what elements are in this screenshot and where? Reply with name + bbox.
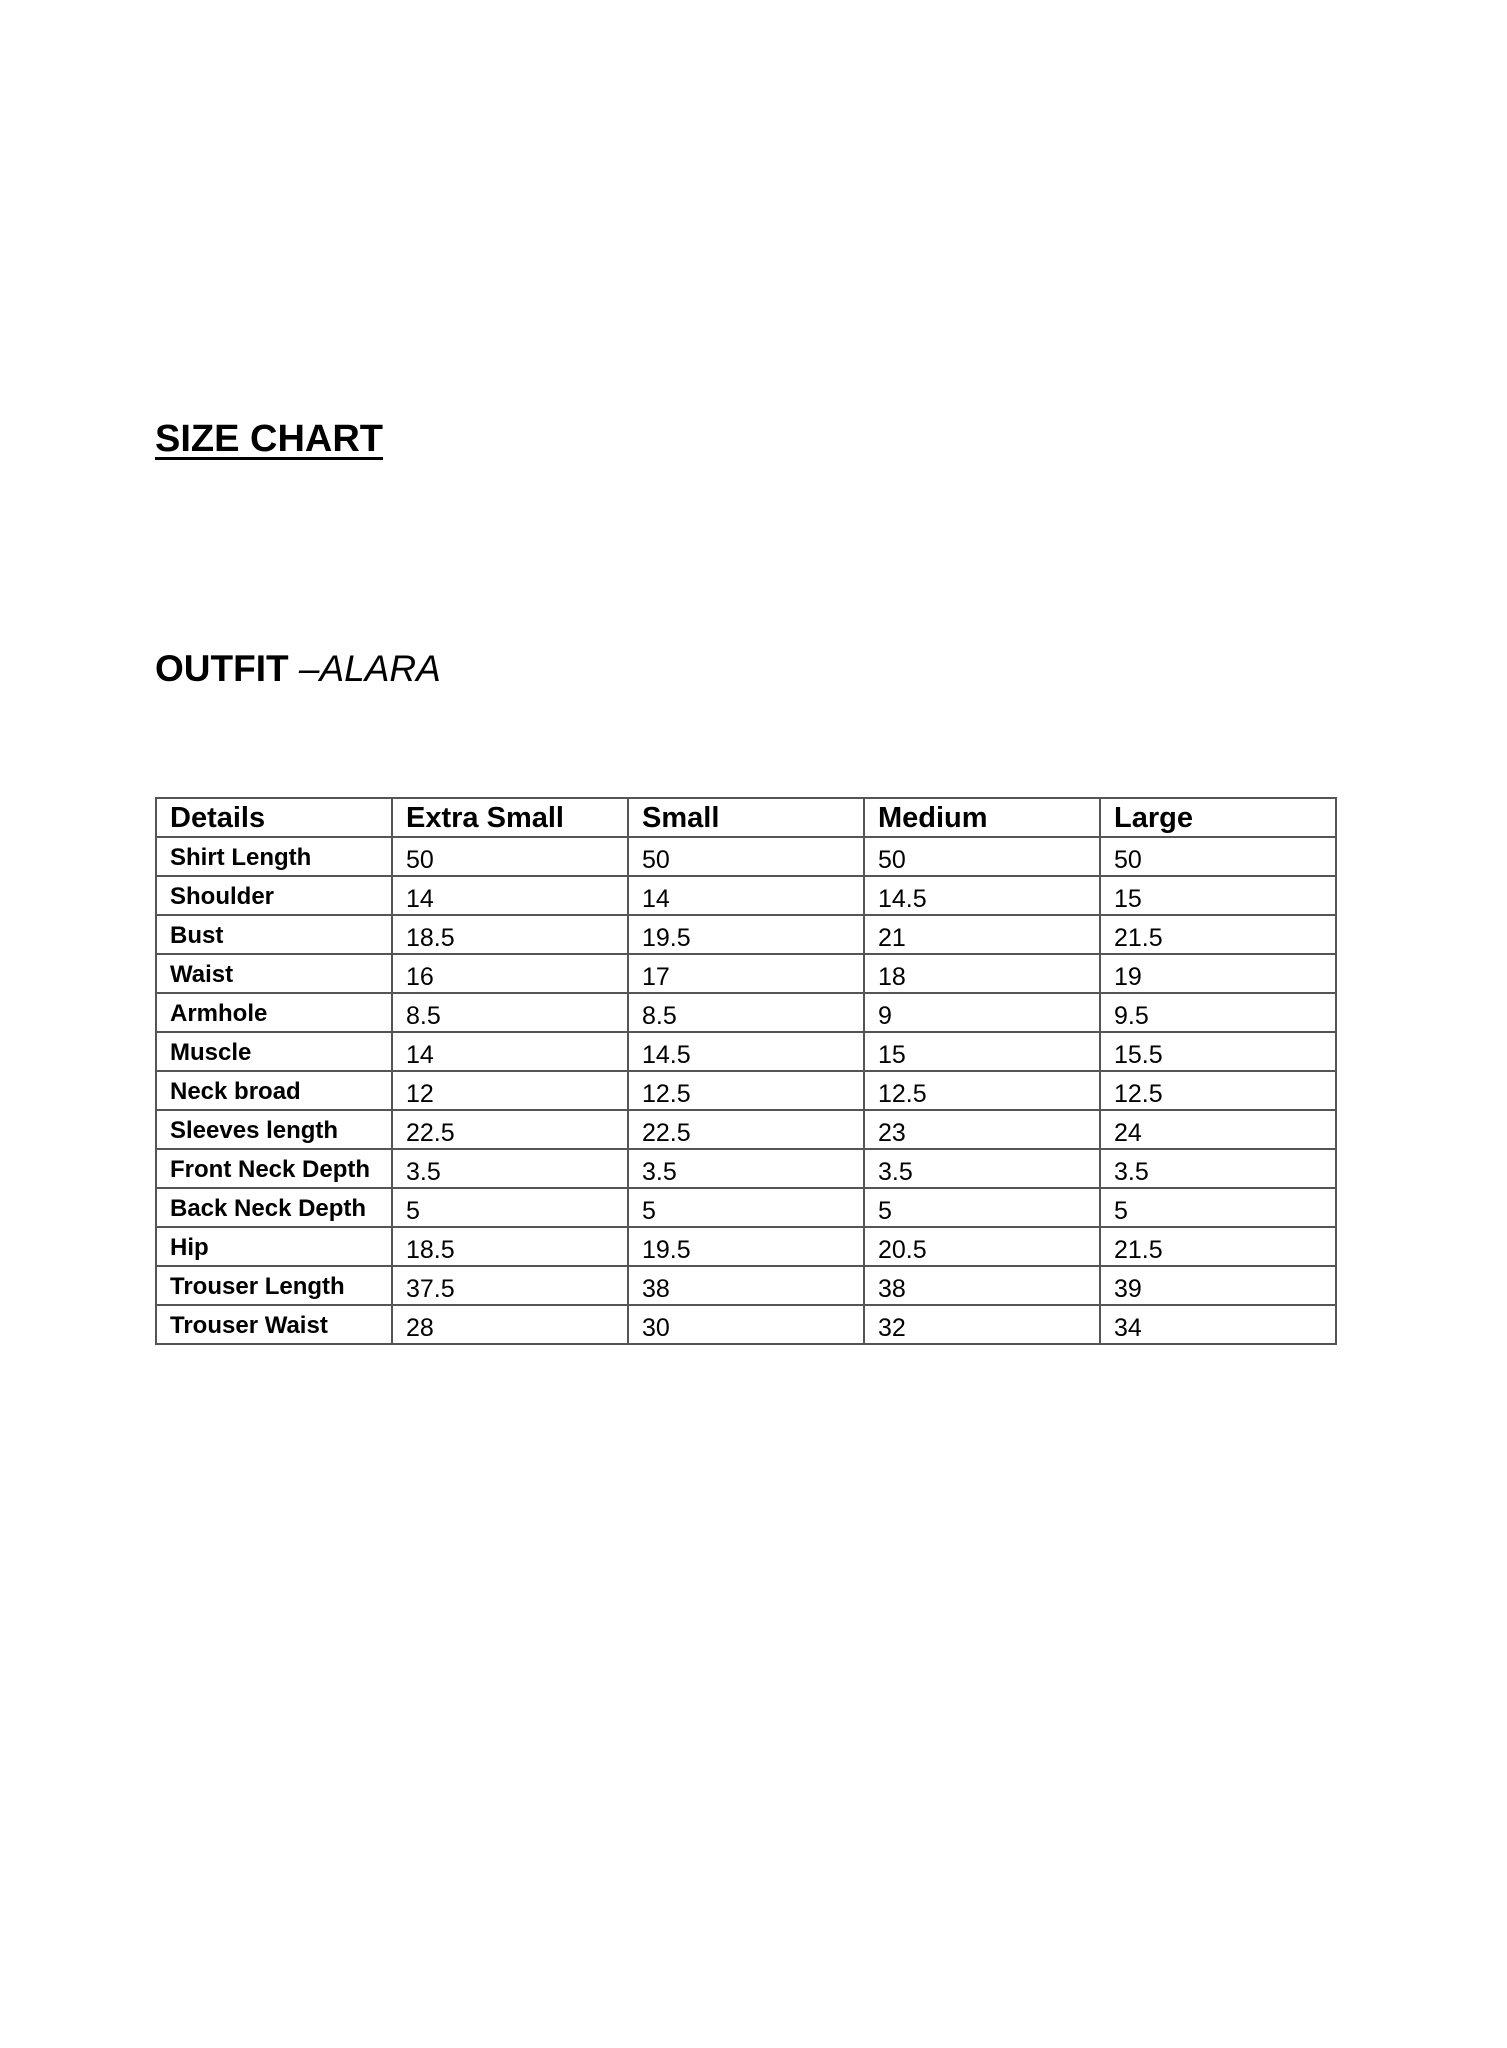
table-cell: 17 (628, 954, 864, 993)
outfit-label: OUTFIT (155, 648, 299, 689)
table-cell: 50 (864, 837, 1100, 876)
column-header-details: Details (156, 798, 392, 837)
table-row (156, 1149, 1336, 1188)
table-cell: 3.5 (628, 1149, 864, 1188)
table-cell: 34 (1100, 1305, 1336, 1344)
table-cell: 12.5 (628, 1071, 864, 1110)
table-cell: 38 (864, 1266, 1100, 1305)
table-row (156, 1071, 1336, 1110)
table-cell: 21.5 (1100, 915, 1336, 954)
table-row (156, 1227, 1336, 1266)
table-cell: 3.5 (392, 1149, 628, 1188)
column-header-medium: Medium (864, 798, 1100, 837)
table-cell: 15 (864, 1032, 1100, 1071)
table-cell: 19.5 (628, 915, 864, 954)
table-cell: 21 (864, 915, 1100, 954)
table-cell: 12.5 (864, 1071, 1100, 1110)
row-label: Armhole (156, 993, 392, 1032)
row-label: Bust (156, 915, 392, 954)
table-cell: 14 (628, 876, 864, 915)
column-header-extra-small: Extra Small (392, 798, 628, 837)
table-cell: 20.5 (864, 1227, 1100, 1266)
table-cell: 5 (864, 1188, 1100, 1227)
table-cell: 12.5 (1100, 1071, 1336, 1110)
table-cell: 32 (864, 1305, 1100, 1344)
table-cell: 19.5 (628, 1227, 864, 1266)
table-cell: 15 (1100, 876, 1336, 915)
table-cell: 19 (1100, 954, 1336, 993)
table-cell: 50 (628, 837, 864, 876)
table-row (156, 1110, 1336, 1149)
table-cell: 18.5 (392, 1227, 628, 1266)
table-cell: 50 (392, 837, 628, 876)
row-label: Shirt Length (156, 837, 392, 876)
table-cell: 12 (392, 1071, 628, 1110)
outfit-heading (155, 648, 441, 690)
table-cell: 28 (392, 1305, 628, 1344)
table-cell: 3.5 (864, 1149, 1100, 1188)
table-row (156, 1188, 1336, 1227)
table-cell: 50 (1100, 837, 1336, 876)
table-cell: 9 (864, 993, 1100, 1032)
column-header-large: Large (1100, 798, 1336, 837)
table-cell: 5 (392, 1188, 628, 1227)
table-row (156, 876, 1336, 915)
table-cell: 18 (864, 954, 1100, 993)
table-row (156, 915, 1336, 954)
table-cell: 3.5 (1100, 1149, 1336, 1188)
table-cell: 22.5 (628, 1110, 864, 1149)
row-label: Muscle (156, 1032, 392, 1071)
size-table (155, 797, 1337, 1345)
table-cell: 5 (628, 1188, 864, 1227)
table-cell: 38 (628, 1266, 864, 1305)
table-row (156, 1266, 1336, 1305)
table-row (156, 1032, 1336, 1071)
row-label: Front Neck Depth (156, 1149, 392, 1188)
table-cell: 5 (1100, 1188, 1336, 1227)
table-cell: 39 (1100, 1266, 1336, 1305)
table-cell: 8.5 (628, 993, 864, 1032)
table-row (156, 954, 1336, 993)
outfit-name: ALARA (319, 648, 441, 689)
table-cell: 15.5 (1100, 1032, 1336, 1071)
table-cell: 14 (392, 1032, 628, 1071)
outfit-dash: – (298, 648, 320, 689)
row-label: Sleeves length (156, 1110, 392, 1149)
table-cell: 23 (864, 1110, 1100, 1149)
table-cell: 14 (392, 876, 628, 915)
row-label: Shoulder (156, 876, 392, 915)
table-body (156, 837, 1336, 1344)
table-cell: 37.5 (392, 1266, 628, 1305)
row-label: Trouser Length (156, 1266, 392, 1305)
table-cell: 24 (1100, 1110, 1336, 1149)
row-label: Back Neck Depth (156, 1188, 392, 1227)
page-title: SIZE CHART (155, 418, 383, 460)
row-label: Trouser Waist (156, 1305, 392, 1344)
table-cell: 16 (392, 954, 628, 993)
column-header-small: Small (628, 798, 864, 837)
table-cell: 21.5 (1100, 1227, 1336, 1266)
table-cell: 22.5 (392, 1110, 628, 1149)
table-cell: 9.5 (1100, 993, 1336, 1032)
header-row (156, 798, 1336, 837)
table-cell: 14.5 (628, 1032, 864, 1071)
table-cell: 18.5 (392, 915, 628, 954)
table-cell: 14.5 (864, 876, 1100, 915)
row-label: Hip (156, 1227, 392, 1266)
table-cell: 8.5 (392, 993, 628, 1032)
table-row (156, 837, 1336, 876)
table-cell: 30 (628, 1305, 864, 1344)
row-label: Neck broad (156, 1071, 392, 1110)
table-row (156, 1305, 1336, 1344)
row-label: Waist (156, 954, 392, 993)
table-row (156, 993, 1336, 1032)
